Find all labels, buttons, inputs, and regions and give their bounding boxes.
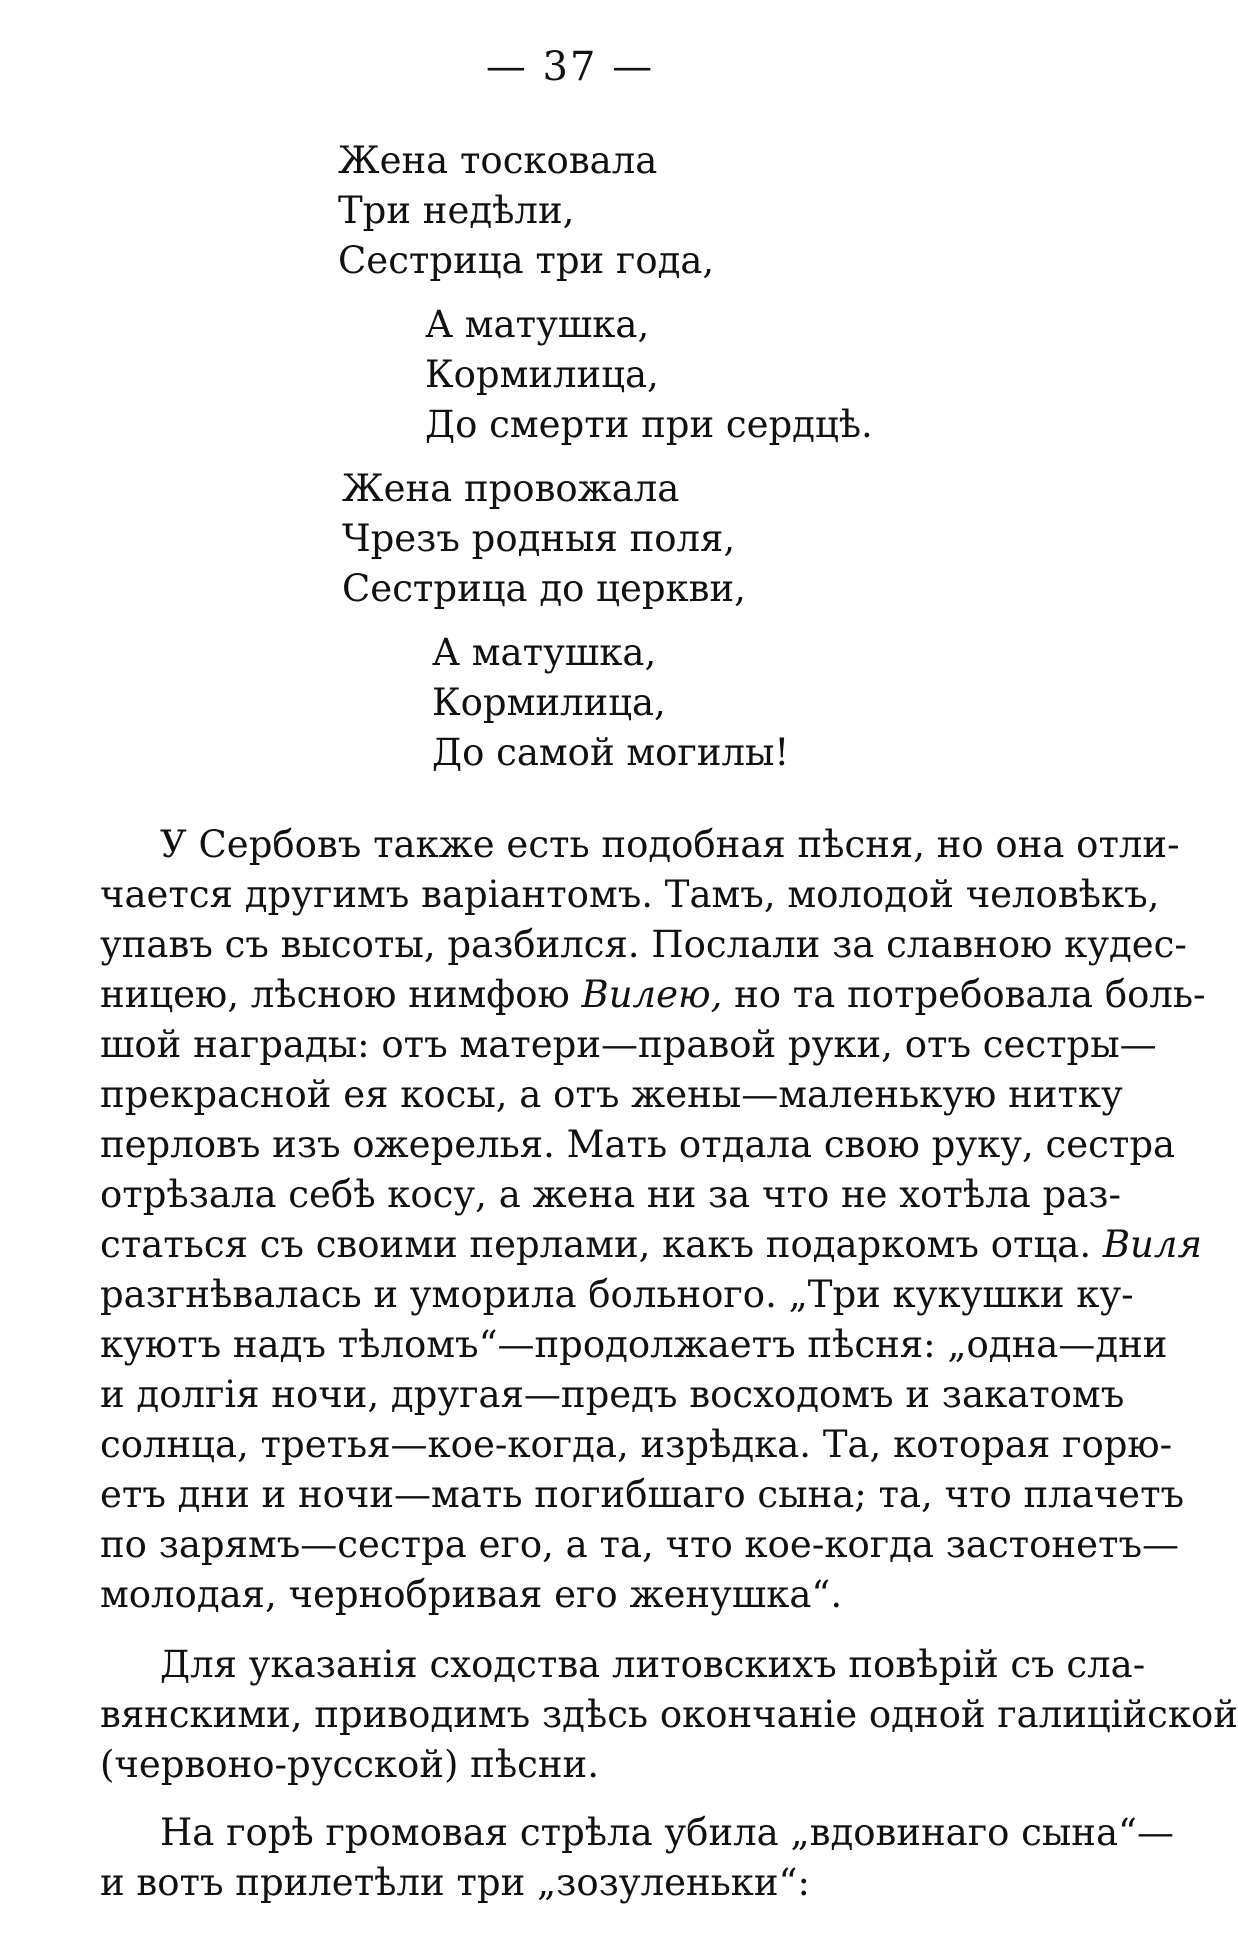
page-number: — 37 — — [485, 44, 655, 90]
paragraph-line: по зарямъ—сестра его, а та, что кое-когда застонетъ— — [100, 1523, 1179, 1566]
paragraph-line: етъ дни и ночи—мать погибшаго сына; та, что плачетъ — [100, 1473, 1185, 1516]
paragraph-line: вянскими, приводимъ здѣсь окончаніе одной галицiйской — [100, 1693, 1238, 1736]
poem-line: Сестрица до церкви, — [342, 567, 746, 610]
poem-line: Сестрица три года, — [338, 239, 715, 282]
text-span: ницею, лѣсною нимфою — [100, 973, 570, 1016]
paragraph-line: и долгія ночи, другая—предъ восходомъ и закатомъ — [100, 1373, 1125, 1416]
poem-line: Жена тосковала — [338, 139, 658, 182]
poem-line: Кормилица, — [432, 681, 666, 724]
paragraph-line: разгнѣвалась и уморила больного. „Три кукушки ку- — [100, 1273, 1134, 1316]
text-span: но та потребовала боль- — [734, 973, 1206, 1016]
poem-line: А матушка, — [432, 631, 657, 674]
paragraph-line: отрѣзала себѣ косу, а жена ни за что не хотѣла раз- — [100, 1173, 1121, 1216]
poem-line: Три недѣли, — [338, 189, 575, 232]
paragraph-line: перловъ изъ ожерелья. Мать отдала свою руку, сестра — [100, 1123, 1176, 1166]
poem-line: Чрезъ родныя поля, — [342, 517, 736, 560]
paragraph-line: шой награды: отъ матери—правой руки, отъ сестры— — [100, 1023, 1157, 1066]
paragraph-line: чается другимъ варіантомъ. Тамъ, молодой человѣкъ, — [100, 873, 1160, 916]
paragraph-line: прекрасной ея косы, а отъ жены—маленькую нитку — [100, 1073, 1123, 1116]
paragraph-line: и вотъ прилетѣли три „зозуленьки“: — [100, 1861, 810, 1904]
italic-name: Виля — [1102, 1223, 1202, 1266]
paragraph-line — [100, 973, 1206, 1016]
poem-line: Кормилица, — [425, 353, 659, 396]
paragraph-line: молодая, чернобривая его женушка“. — [100, 1573, 843, 1616]
paragraph-line — [100, 1223, 1202, 1266]
paragraph-line: Для указанія сходства литовскихъ повѣрій съ сла- — [160, 1643, 1146, 1686]
paragraph-line: У Сербовъ также есть подобная пѣсня, но она отли- — [160, 823, 1180, 866]
paragraph-line: куютъ надъ тѣломъ“—продолжаетъ пѣсня: „одна—дни — [100, 1323, 1168, 1366]
paragraph-line: солнца, третья—кое-когда, изрѣдка. Та, которая горю- — [100, 1423, 1173, 1466]
italic-name: Вилею, — [581, 973, 723, 1016]
paragraph-line: На горѣ громовая стрѣла убила „вдовинаго сына“— — [160, 1811, 1174, 1854]
poem-line: А матушка, — [425, 303, 650, 346]
paragraph-line: упавъ съ высоты, разбился. Послали за славною кудес- — [100, 923, 1187, 966]
poem-line: До смерти при сердцѣ. — [425, 403, 873, 446]
poem-line: Жена провожала — [342, 467, 680, 510]
paragraph-line: (червоно-русской) пѣсни. — [100, 1743, 599, 1786]
text-span: статься съ своими перлами, какъ подаркомъ отца. — [100, 1223, 1092, 1266]
poem-line: До самой могилы! — [432, 731, 790, 774]
